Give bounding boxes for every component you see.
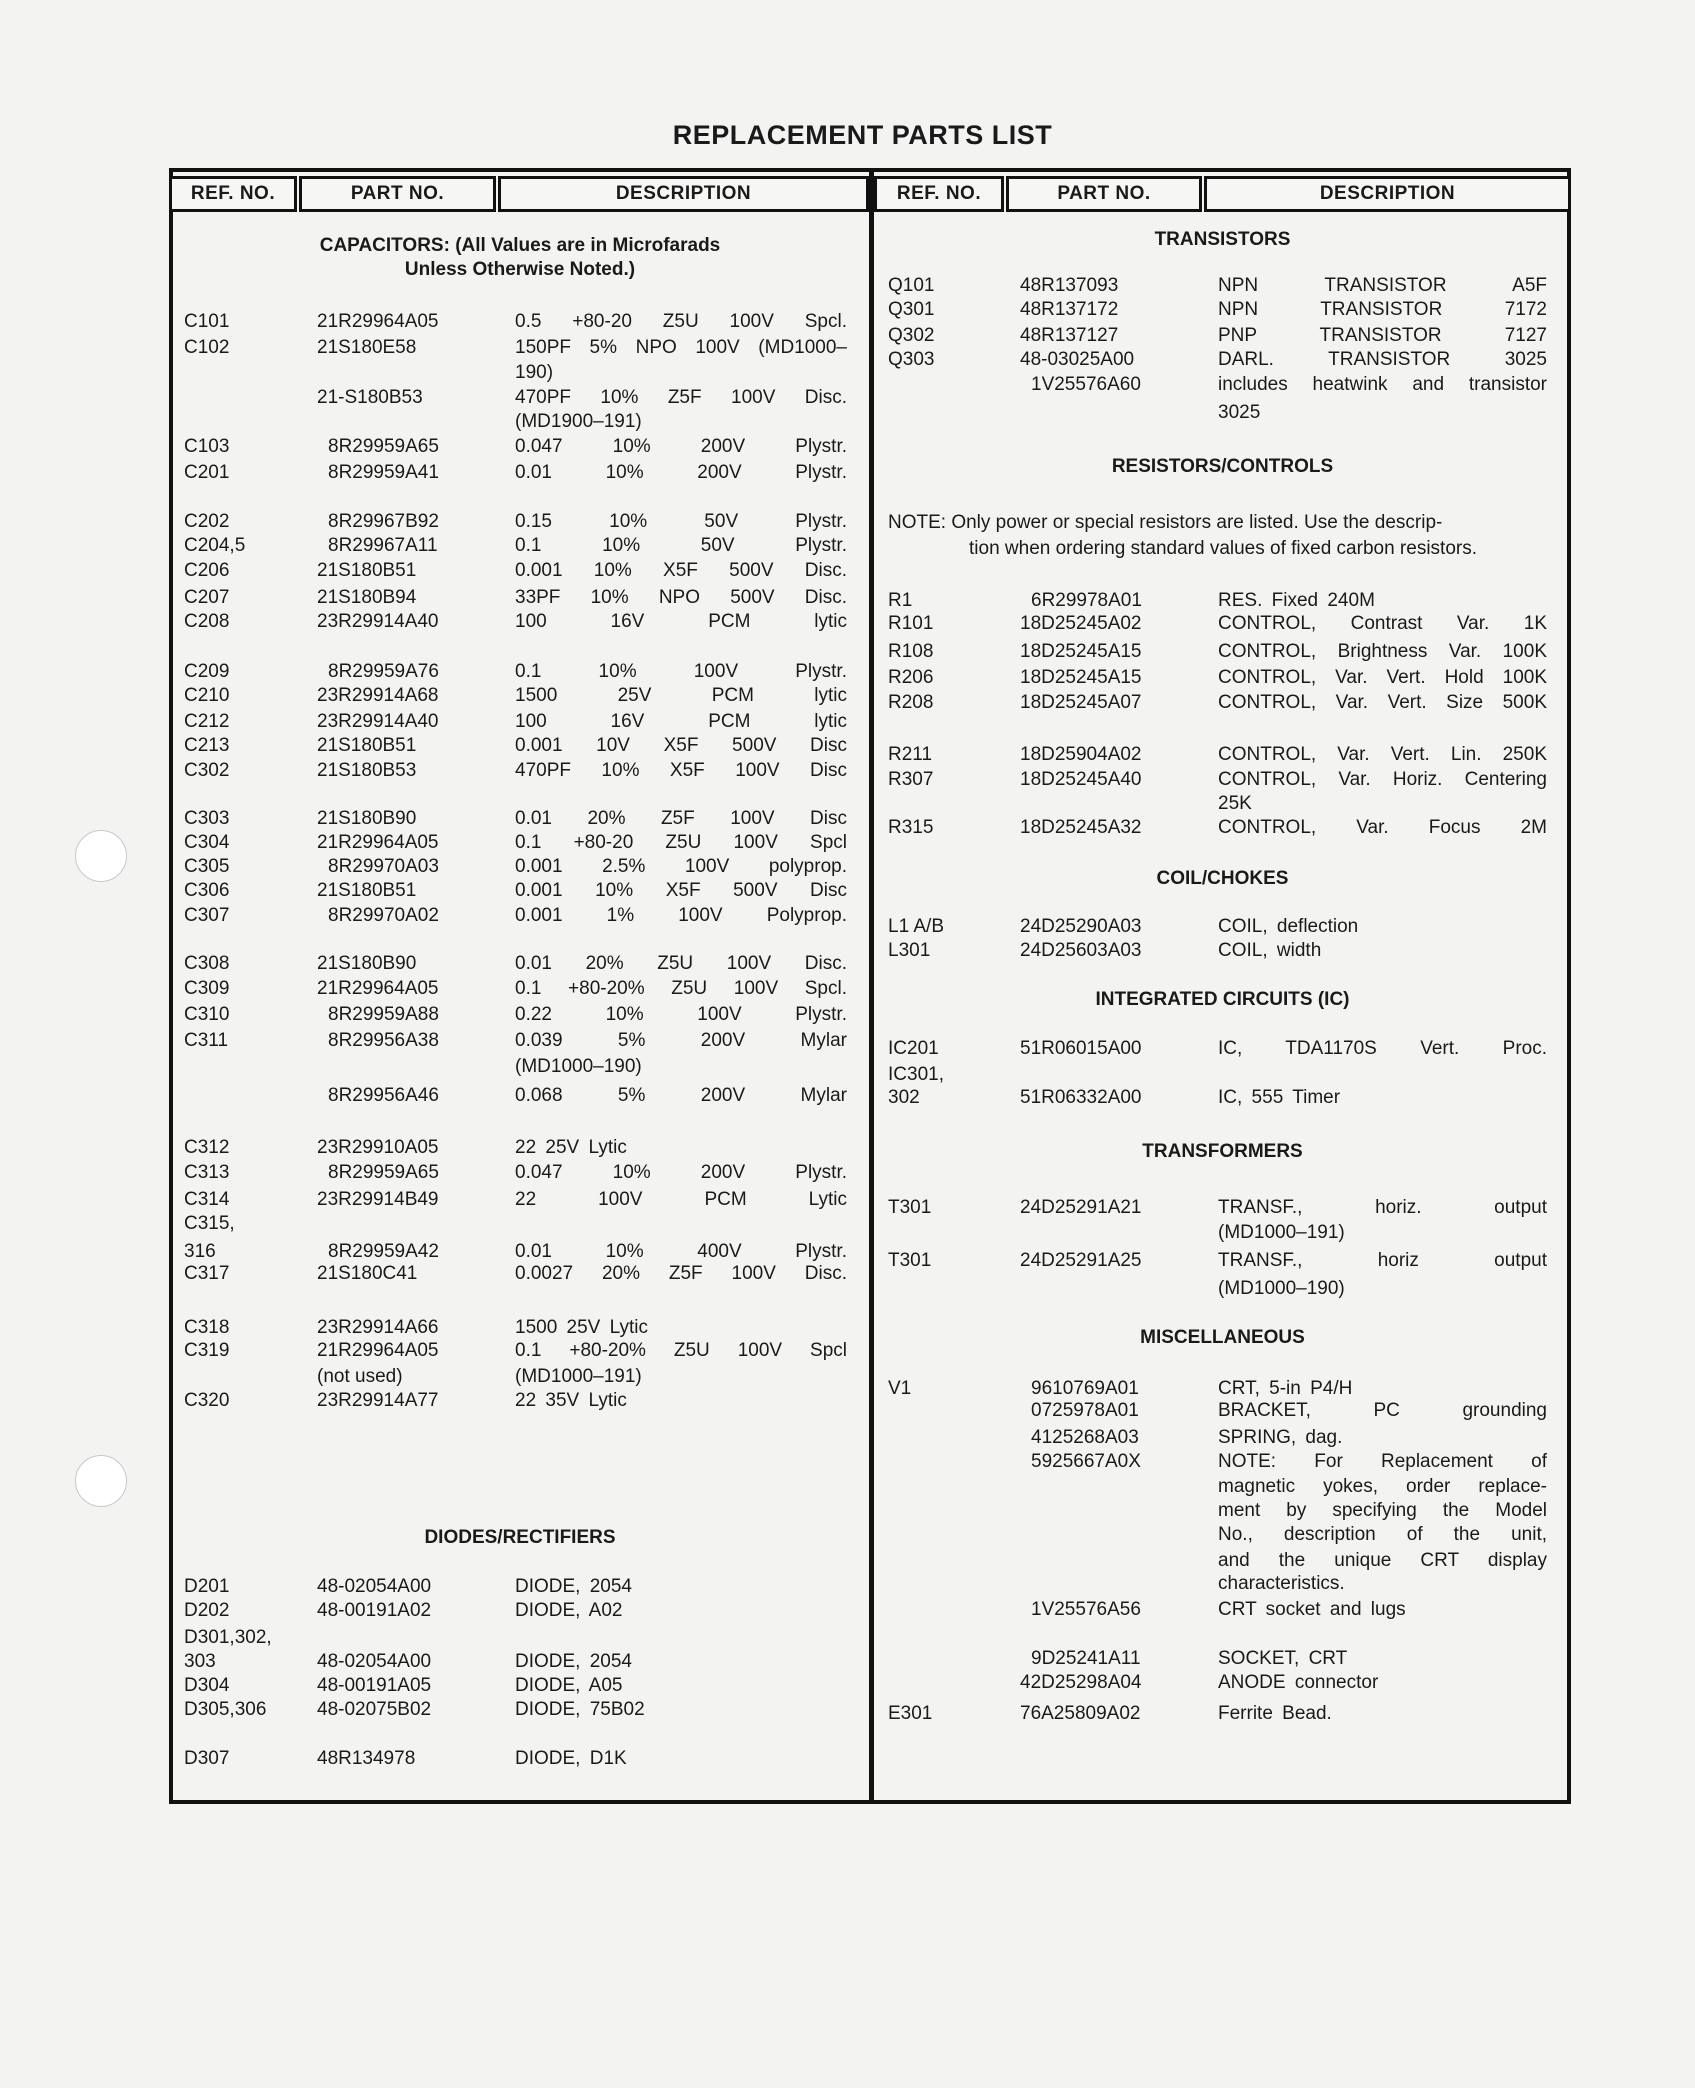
ref-no: R108 xyxy=(888,641,934,662)
section-heading: Unless Otherwise Noted.) xyxy=(404,259,636,280)
description: PNP TRANSISTOR 7127 xyxy=(1218,325,1547,346)
ref-no: C208 xyxy=(184,611,230,632)
description: 1500 25V PCM lytic xyxy=(515,685,847,706)
section-heading: TRANSISTORS xyxy=(1154,229,1291,250)
part-no: 24D25603A03 xyxy=(1020,940,1142,961)
ref-no: C309 xyxy=(184,978,230,999)
punch-hole xyxy=(75,1455,127,1507)
ref-no: C311 xyxy=(184,1030,229,1051)
description: 0.1 10% 100V Plystr. xyxy=(515,661,847,682)
part-no: 21-S180B53 xyxy=(317,387,423,408)
description: 0.01 20% Z5U 100V Disc. xyxy=(515,953,847,974)
ref-no: Q302 xyxy=(888,325,935,346)
description: (MD1000–191) xyxy=(515,1366,642,1387)
ref-no: R208 xyxy=(888,692,934,713)
part-no: 8R29956A46 xyxy=(328,1085,439,1106)
ref-no: C204,5 xyxy=(184,535,246,556)
part-no: 18D25904A02 xyxy=(1020,744,1142,765)
ref-no: D304 xyxy=(184,1675,230,1696)
ref-no: D202 xyxy=(184,1600,230,1621)
ref-no: C202 xyxy=(184,511,230,532)
part-no: 23R29914A40 xyxy=(317,611,439,632)
description: TRANSF., horiz output xyxy=(1218,1250,1547,1271)
description: 0.01 20% Z5F 100V Disc xyxy=(515,808,847,829)
part-no: 48-02054A00 xyxy=(317,1576,432,1597)
ref-no: D305,306 xyxy=(184,1699,267,1720)
description: 0.068 5% 200V Mylar xyxy=(515,1085,847,1106)
punch-hole xyxy=(75,830,127,882)
ref-no: C306 xyxy=(184,880,230,901)
part-no: 23R29914A68 xyxy=(317,685,439,706)
description: NPN TRANSISTOR 7172 xyxy=(1218,299,1547,320)
description: 0.047 10% 200V Plystr. xyxy=(515,1162,847,1183)
ref-no: T301 xyxy=(888,1250,932,1271)
part-no: (not used) xyxy=(317,1366,403,1387)
description: CONTROL, Var. Vert. Lin. 250K xyxy=(1218,744,1547,765)
part-no: 48-00191A05 xyxy=(317,1675,432,1696)
part-no: 18D25245A02 xyxy=(1020,613,1142,634)
description: 0.001 2.5% 100V polyprop. xyxy=(515,856,847,877)
part-no: 18D25245A40 xyxy=(1020,769,1142,790)
ref-no: C320 xyxy=(184,1390,230,1411)
ref-no: D307 xyxy=(184,1748,230,1769)
ref-no: C310 xyxy=(184,1004,230,1025)
part-no: 48R137093 xyxy=(1020,275,1119,296)
ref-no: C312 xyxy=(184,1137,230,1158)
part-no: 48R137127 xyxy=(1020,325,1119,346)
part-no: 51R06015A00 xyxy=(1020,1038,1142,1059)
description: NOTE: For Replacement of xyxy=(1218,1451,1547,1472)
part-no: 21S180B90 xyxy=(317,808,417,829)
ref-no: C212 xyxy=(184,711,230,732)
part-no: 21R29964A05 xyxy=(317,832,439,853)
ref-no: R101 xyxy=(888,613,934,634)
description: 25K xyxy=(1218,793,1252,814)
part-no: 48R137172 xyxy=(1020,299,1119,320)
ref-no: L301 xyxy=(888,940,931,961)
description: IC, 555 Timer xyxy=(1218,1087,1341,1108)
section-heading: RESISTORS/CONTROLS xyxy=(1111,456,1334,477)
part-no: 48-02054A00 xyxy=(317,1651,432,1672)
part-no: 76A25809A02 xyxy=(1020,1703,1141,1724)
ref-no: C319 xyxy=(184,1340,230,1361)
description: includes heatwink and transistor xyxy=(1218,374,1547,395)
ref-no: R1 xyxy=(888,590,913,611)
ref-no: Q101 xyxy=(888,275,935,296)
description: 0.22 10% 100V Plystr. xyxy=(515,1004,847,1025)
description: 3025 xyxy=(1218,402,1261,423)
ref-no: E301 xyxy=(888,1703,933,1724)
note-text: tion when ordering standard values of fixed carbon resistors. xyxy=(969,538,1477,559)
section-heading: INTEGRATED CIRCUITS (IC) xyxy=(1095,989,1350,1010)
part-no: 21R29964A05 xyxy=(317,1340,439,1361)
section-heading: DIODES/RECTIFIERS xyxy=(424,1527,616,1548)
description: CONTROL, Var. Horiz. Centering xyxy=(1218,769,1547,790)
description: 22 35V Lytic xyxy=(515,1390,627,1411)
part-no: 6R29978A01 xyxy=(1031,590,1142,611)
part-no: 1V25576A60 xyxy=(1031,374,1141,395)
ref-no: R307 xyxy=(888,769,934,790)
description: 0.001 10% X5F 500V Disc. xyxy=(515,560,847,581)
part-no: 0725978A01 xyxy=(1031,1400,1139,1421)
part-no: 8R29959A65 xyxy=(328,436,439,457)
description: 190) xyxy=(515,362,554,383)
part-no: 21R29964A05 xyxy=(317,978,439,999)
part-no: 8R29959A65 xyxy=(328,1162,439,1183)
part-no: 21S180B51 xyxy=(317,880,417,901)
part-no: 21S180B94 xyxy=(317,587,417,608)
ref-no: D201 xyxy=(184,1576,230,1597)
description: 100 16V PCM lytic xyxy=(515,611,847,632)
part-no: 8R29959A42 xyxy=(328,1241,439,1262)
page-title: REPLACEMENT PARTS LIST xyxy=(672,120,1053,150)
part-no: 48-02075B02 xyxy=(317,1699,432,1720)
description: (MD1900–191) xyxy=(515,411,642,432)
ref-no: Q301 xyxy=(888,299,935,320)
description: characteristics. xyxy=(1218,1573,1345,1594)
description: CONTROL, Var. Vert. Hold 100K xyxy=(1218,667,1547,688)
ref-no: C206 xyxy=(184,560,230,581)
part-no: 18D25245A32 xyxy=(1020,817,1142,838)
ref-no: C303 xyxy=(184,808,230,829)
part-no: 21R29964A05 xyxy=(317,311,439,332)
ref-no: C102 xyxy=(184,337,230,358)
description: 0.001 10% X5F 500V Disc xyxy=(515,880,847,901)
part-no: 18D25245A07 xyxy=(1020,692,1142,713)
description: IC, TDA1170S Vert. Proc. xyxy=(1218,1038,1547,1059)
part-no: 24D25291A21 xyxy=(1020,1197,1142,1218)
part-no: 8R29970A02 xyxy=(328,905,439,926)
part-no: 8R29956A38 xyxy=(328,1030,439,1051)
description: DIODE, 2054 xyxy=(515,1651,632,1672)
ref-no: C318 xyxy=(184,1317,230,1338)
column-divider xyxy=(869,168,874,1804)
description: 470PF 10% Z5F 100V Disc. xyxy=(515,387,847,408)
ref-no: C314 xyxy=(184,1189,230,1210)
part-no: 9D25241A11 xyxy=(1031,1648,1141,1669)
description: (MD1000–190) xyxy=(1218,1278,1345,1299)
description: 0.1 +80-20% Z5U 100V Spcl. xyxy=(515,978,847,999)
part-no: 21S180E58 xyxy=(317,337,417,358)
description: CRT, 5-in P4/H xyxy=(1218,1378,1353,1399)
part-no: 5925667A0X xyxy=(1031,1451,1141,1472)
description: DARL. TRANSISTOR 3025 xyxy=(1218,349,1547,370)
description: 22 100V PCM Lytic xyxy=(515,1189,847,1210)
description: 0.0027 20% Z5F 100V Disc. xyxy=(515,1263,847,1284)
part-no: 24D25291A25 xyxy=(1020,1250,1142,1271)
description: (MD1000–190) xyxy=(515,1056,642,1077)
description: SPRING, dag. xyxy=(1218,1427,1343,1448)
part-no: 23R29914A40 xyxy=(317,711,439,732)
description: ment by specifying the Model xyxy=(1218,1500,1547,1521)
ref-no: C307 xyxy=(184,905,230,926)
part-no: 8R29959A88 xyxy=(328,1004,439,1025)
description: DIODE, A02 xyxy=(515,1600,623,1621)
description: (MD1000–191) xyxy=(1218,1222,1345,1243)
part-no: 8R29959A41 xyxy=(328,462,439,483)
part-no: 48-03025A00 xyxy=(1020,349,1135,370)
description: RES. Fixed 240M xyxy=(1218,590,1375,611)
part-no: 1V25576A56 xyxy=(1031,1599,1141,1620)
ref-no: R206 xyxy=(888,667,934,688)
description: DIODE, 75B02 xyxy=(515,1699,645,1720)
ref-no: C317 xyxy=(184,1263,230,1284)
part-no: 23R29914A66 xyxy=(317,1317,439,1338)
description: 1500 25V Lytic xyxy=(515,1317,648,1338)
ref-no: 302 xyxy=(888,1087,920,1108)
part-no: 18D25245A15 xyxy=(1020,641,1142,662)
header-part-no-right: PART NO. xyxy=(1006,176,1202,212)
part-no: 8R29959A76 xyxy=(328,661,439,682)
header-ref-no-right: REF. NO. xyxy=(874,176,1004,212)
ref-no: C103 xyxy=(184,436,230,457)
part-no: 18D25245A15 xyxy=(1020,667,1142,688)
ref-no: L1 A/B xyxy=(888,916,944,937)
part-no: 48-00191A02 xyxy=(317,1600,432,1621)
header-description-left: DESCRIPTION xyxy=(498,176,869,212)
part-no: 21S180B90 xyxy=(317,953,417,974)
header-description-right: DESCRIPTION xyxy=(1204,176,1571,212)
ref-no: C304 xyxy=(184,832,230,853)
description: 0.047 10% 200V Plystr. xyxy=(515,436,847,457)
section-heading: MISCELLANEOUS xyxy=(1140,1327,1305,1348)
ref-no: Q303 xyxy=(888,349,935,370)
description: COIL, width xyxy=(1218,940,1322,961)
ref-no: C207 xyxy=(184,587,230,608)
description: CONTROL, Var. Vert. Size 500K xyxy=(1218,692,1547,713)
ref-no: 303 xyxy=(184,1651,216,1672)
description: 0.001 10V X5F 500V Disc xyxy=(515,735,847,756)
part-no: 42D25298A04 xyxy=(1020,1672,1142,1693)
description: 0.039 5% 200V Mylar xyxy=(515,1030,847,1051)
header-ref-no-left: REF. NO. xyxy=(169,176,297,212)
ref-no: C213 xyxy=(184,735,230,756)
description: SOCKET, CRT xyxy=(1218,1648,1348,1669)
section-heading: COIL/CHOKES xyxy=(1156,868,1289,889)
description: magnetic yokes, order replace- xyxy=(1218,1476,1547,1497)
description: Ferrite Bead. xyxy=(1218,1703,1332,1724)
description: DIODE, D1K xyxy=(515,1748,627,1769)
description: CONTROL, Var. Focus 2M xyxy=(1218,817,1547,838)
ref-no: C313 xyxy=(184,1162,230,1183)
description: CONTROL, Brightness Var. 100K xyxy=(1218,641,1547,662)
ref-no: D301,302, xyxy=(184,1627,272,1648)
description: BRACKET, PC grounding xyxy=(1218,1400,1547,1421)
description: TRANSF., horiz. output xyxy=(1218,1197,1547,1218)
description: 0.01 10% 400V Plystr. xyxy=(515,1241,847,1262)
description: 0.1 10% 50V Plystr. xyxy=(515,535,847,556)
description: 0.001 1% 100V Polyprop. xyxy=(515,905,847,926)
ref-no: C209 xyxy=(184,661,230,682)
part-no: 23R29914A77 xyxy=(317,1390,439,1411)
ref-no: C302 xyxy=(184,760,230,781)
part-no: 24D25290A03 xyxy=(1020,916,1142,937)
ref-no: T301 xyxy=(888,1197,932,1218)
ref-no: C201 xyxy=(184,462,230,483)
description: 100 16V PCM lytic xyxy=(515,711,847,732)
section-heading: TRANSFORMERS xyxy=(1142,1141,1303,1162)
description: 22 25V Lytic xyxy=(515,1137,627,1158)
description: 0.1 +80-20 Z5U 100V Spcl xyxy=(515,832,847,853)
ref-no: R315 xyxy=(888,817,934,838)
part-no: 8R29967A11 xyxy=(328,535,438,556)
part-no: 4125268A03 xyxy=(1031,1427,1139,1448)
part-no: 51R06332A00 xyxy=(1020,1087,1142,1108)
ref-no: C101 xyxy=(184,311,230,332)
ref-no: C308 xyxy=(184,953,230,974)
ref-no: 316 xyxy=(184,1241,216,1262)
description: 0.15 10% 50V Plystr. xyxy=(515,511,847,532)
description: 0.01 10% 200V Plystr. xyxy=(515,462,847,483)
header-part-no-left: PART NO. xyxy=(299,176,496,212)
ref-no: C305 xyxy=(184,856,230,877)
description: CRT socket and lugs xyxy=(1218,1599,1406,1620)
part-no: 21S180B53 xyxy=(317,760,417,781)
part-no: 8R29970A03 xyxy=(328,856,439,877)
part-no: 48R134978 xyxy=(317,1748,416,1769)
part-no: 9610769A01 xyxy=(1031,1378,1139,1399)
description: COIL, deflection xyxy=(1218,916,1359,937)
description: 33PF 10% NPO 500V Disc. xyxy=(515,587,847,608)
description: DIODE, A05 xyxy=(515,1675,623,1696)
ref-no: IC301, xyxy=(888,1064,944,1085)
description: NPN TRANSISTOR A5F xyxy=(1218,275,1547,296)
ref-no: C210 xyxy=(184,685,230,706)
ref-no: V1 xyxy=(888,1378,912,1399)
part-no: 21S180B51 xyxy=(317,560,417,581)
note-text: NOTE: Only power or special resistors are listed. Use the descrip- xyxy=(888,512,1443,533)
description: 0.5 +80-20 Z5U 100V Spcl. xyxy=(515,311,847,332)
ref-no: C315, xyxy=(184,1213,235,1234)
part-no: 23R29910A05 xyxy=(317,1137,439,1158)
part-no: 23R29914B49 xyxy=(317,1189,439,1210)
description: and the unique CRT display xyxy=(1218,1550,1547,1571)
part-no: 8R29967B92 xyxy=(328,511,439,532)
description: 150PF 5% NPO 100V (MD1000– xyxy=(515,337,847,358)
description: CONTROL, Contrast Var. 1K xyxy=(1218,613,1547,634)
section-heading: CAPACITORS: (All Values are in Microfarads xyxy=(319,235,721,256)
description: No., description of the unit, xyxy=(1218,1524,1547,1545)
description: DIODE, 2054 xyxy=(515,1576,632,1597)
description: 0.1 +80-20% Z5U 100V Spcl xyxy=(515,1340,847,1361)
part-no: 21S180B51 xyxy=(317,735,417,756)
description: 470PF 10% X5F 100V Disc xyxy=(515,760,847,781)
part-no: 21S180C41 xyxy=(317,1263,418,1284)
ref-no: IC201 xyxy=(888,1038,939,1059)
ref-no: R211 xyxy=(888,744,933,765)
description: ANODE connector xyxy=(1218,1672,1379,1693)
